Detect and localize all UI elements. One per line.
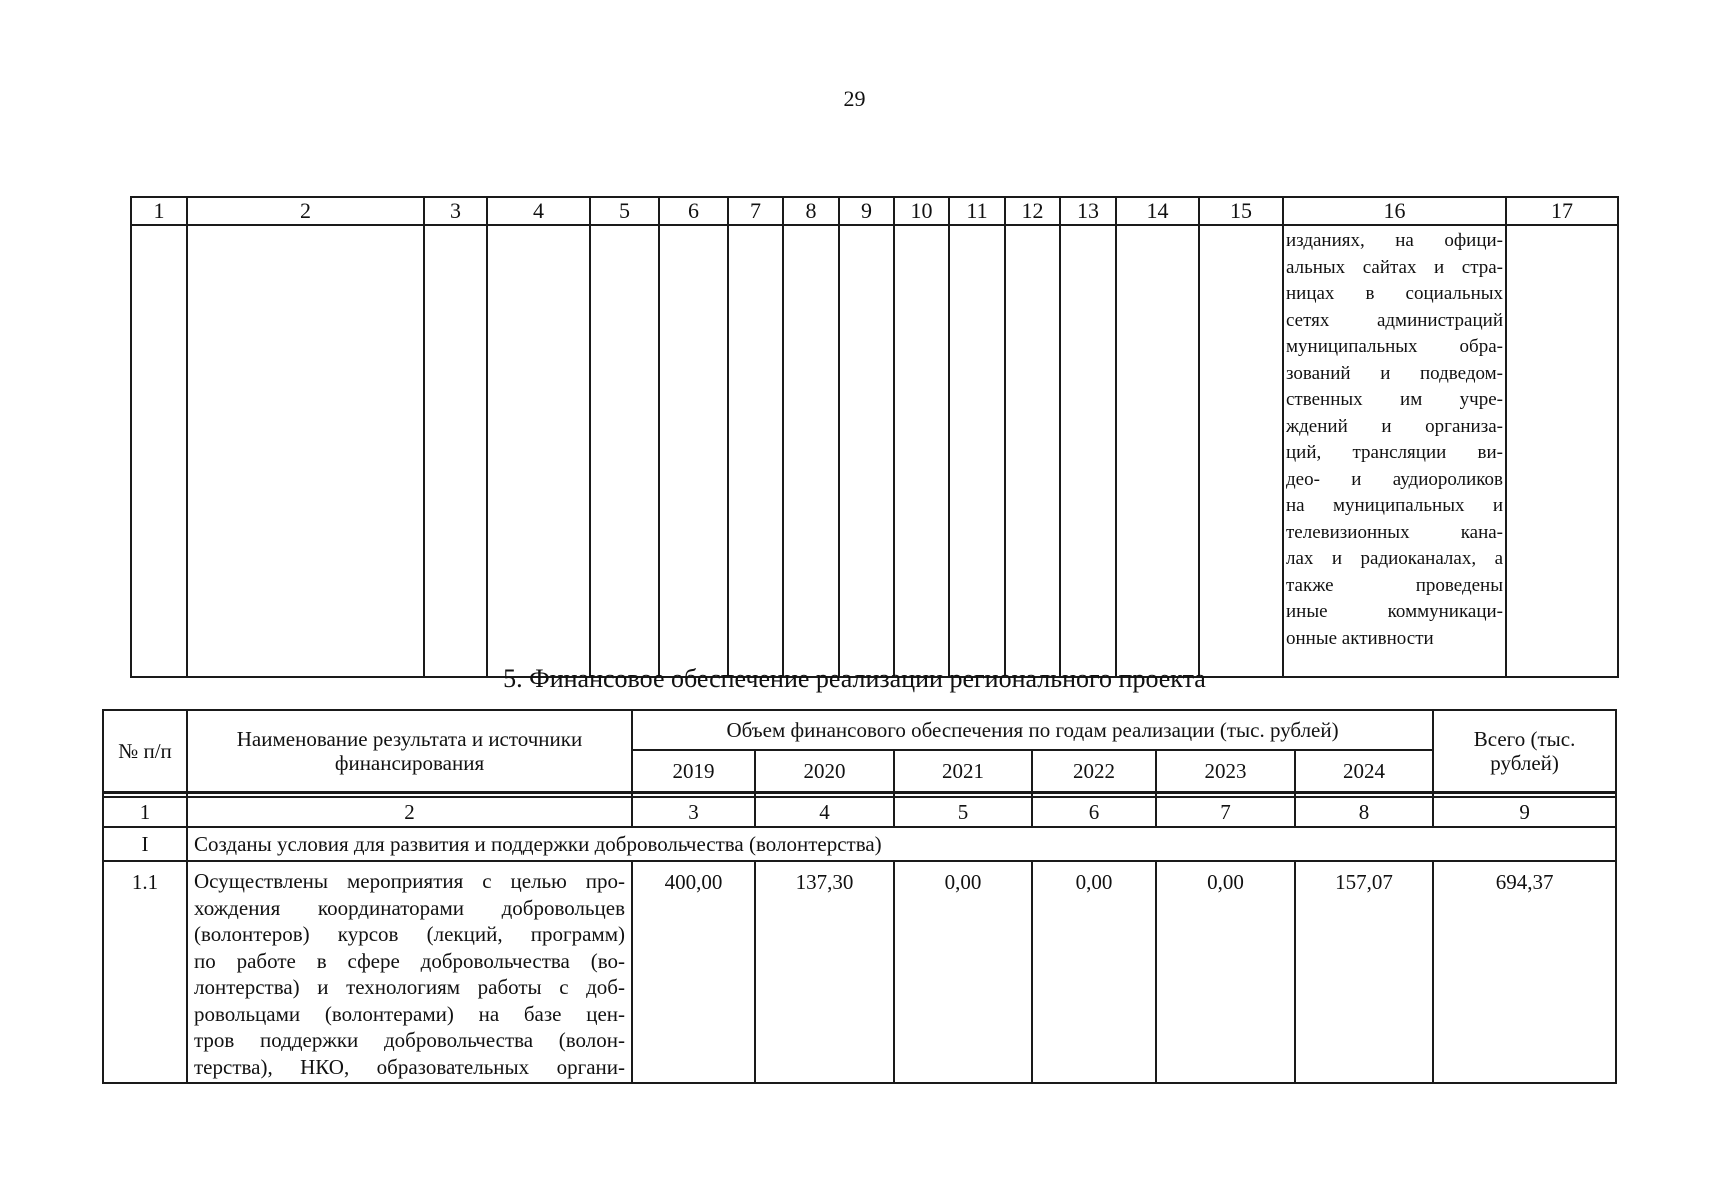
year-2024: 2024	[1295, 750, 1433, 793]
column-index: 4	[755, 797, 894, 827]
column-number: 16	[1283, 197, 1506, 225]
text-line: терства), НКО, образовательных органи-	[194, 1054, 625, 1079]
text-line: ждений и организа-	[1286, 415, 1503, 437]
column-number: 14	[1116, 197, 1199, 225]
text-line: на муниципальных и	[1286, 495, 1503, 516]
column-index: 6	[1032, 797, 1156, 827]
table-cell	[1199, 225, 1283, 677]
column-index-row	[103, 797, 1616, 827]
column-number: 3	[424, 197, 487, 225]
text-line: ций, трансляции ви-	[1286, 442, 1503, 463]
column-number: 17	[1506, 197, 1618, 225]
header-name: Наименование результата и источники финансирования	[187, 710, 632, 793]
header-total: Всего (тыс. рублей)	[1433, 710, 1616, 793]
column-number: 10	[894, 197, 949, 225]
table-cell	[487, 225, 590, 677]
text-line: Осуществлены мероприятия с целью про-	[194, 869, 625, 893]
result-name	[187, 861, 632, 1083]
table-cell	[728, 225, 783, 677]
column-number: 4	[487, 197, 590, 225]
text-line: део- и аудиороликов	[1286, 468, 1503, 490]
column-number: 12	[1005, 197, 1060, 225]
column-number: 15	[1199, 197, 1283, 225]
table-cell	[131, 225, 187, 677]
text-line: (волонтеров) курсов (лекций, программ)	[194, 922, 625, 946]
table-cell	[424, 225, 487, 677]
year-2022: 2022	[1032, 750, 1156, 793]
value-2019: 400,00	[632, 861, 755, 1083]
table-cell	[187, 225, 424, 677]
value-total: 694,37	[1433, 861, 1616, 1083]
text-line: лах и радиоканалах, а	[1286, 548, 1503, 569]
column-number-row	[131, 197, 1618, 225]
result-num: 1.1	[103, 861, 187, 1083]
text-line: ственных им учре-	[1286, 389, 1503, 410]
text-line: муниципальных обра-	[1286, 336, 1503, 357]
column-number: 2	[187, 197, 424, 225]
value-2023: 0,00	[1156, 861, 1295, 1083]
column-number: 1	[131, 197, 187, 225]
result-row	[103, 861, 1616, 1083]
table-cell	[659, 225, 728, 677]
text-line: также проведены	[1286, 574, 1503, 596]
value-2024: 157,07	[1295, 861, 1433, 1083]
finance-header-row	[103, 710, 1616, 750]
column-number: 13	[1060, 197, 1116, 225]
column-index: 1	[103, 797, 187, 827]
table-cell	[1060, 225, 1116, 677]
column-number: 7	[728, 197, 783, 225]
column-index: 3	[632, 797, 755, 827]
column-index: 9	[1433, 797, 1616, 827]
column-number: 11	[949, 197, 1005, 225]
finance-table	[102, 709, 1617, 1084]
section-text: Созданы условия для развития и поддержки добровольчества (волонтерства)	[187, 827, 1616, 861]
text-line: телевизионных кана-	[1286, 521, 1503, 543]
text-line: ницах в социальных	[1286, 283, 1503, 304]
text-line: альных сайтах и стра-	[1286, 256, 1503, 278]
text-line: тров поддержки добровольчества (волон-	[194, 1028, 625, 1052]
table-cell	[590, 225, 659, 677]
column-index: 7	[1156, 797, 1295, 827]
activity-row	[131, 225, 1618, 677]
year-2021: 2021	[894, 750, 1032, 793]
table-cell	[949, 225, 1005, 677]
column-number: 9	[839, 197, 894, 225]
section-row	[103, 827, 1616, 861]
table-cell	[1506, 225, 1618, 677]
page-number: 29	[843, 86, 866, 111]
header-num: № п/п	[103, 710, 187, 793]
text-line: хождения координаторами добровольцев	[194, 895, 625, 920]
column-number: 8	[783, 197, 839, 225]
text-line: изданиях, на офици-	[1286, 230, 1503, 251]
year-2023: 2023	[1156, 750, 1295, 793]
year-2020: 2020	[755, 750, 894, 793]
text-line: зований и подведом-	[1286, 362, 1503, 384]
column-index: 8	[1295, 797, 1433, 827]
header-volume: Объем финансового обеспечения по годам реализации (тыс. рублей)	[632, 710, 1433, 750]
text-line: сетях администраций	[1286, 309, 1503, 331]
text-line: онные активности	[1286, 627, 1434, 649]
value-2021: 0,00	[894, 861, 1032, 1083]
text-line: ровольцами (волонтерами) на базе цен-	[194, 1001, 625, 1026]
column-index: 2	[187, 797, 632, 827]
text-line: иные коммуникаци-	[1286, 601, 1503, 622]
table-cell	[783, 225, 839, 677]
year-2019: 2019	[632, 750, 755, 793]
communication-activities-text	[1283, 225, 1506, 677]
section-title: 5. Финансовое обеспечение реализации регионального проекта	[503, 664, 1206, 693]
column-number: 6	[659, 197, 728, 225]
section-num: I	[103, 827, 187, 861]
table-cell	[1116, 225, 1199, 677]
column-number: 5	[590, 197, 659, 225]
text-line: по работе в сфере добровольчества (во-	[194, 948, 625, 973]
table-cell	[894, 225, 949, 677]
text-line: лонтерства) и технологиям работы с доб-	[194, 975, 625, 999]
value-2022: 0,00	[1032, 861, 1156, 1083]
value-2020: 137,30	[755, 861, 894, 1083]
column-index: 5	[894, 797, 1032, 827]
table-cell	[839, 225, 894, 677]
activities-table-continuation	[130, 196, 1619, 678]
table-cell	[1005, 225, 1060, 677]
